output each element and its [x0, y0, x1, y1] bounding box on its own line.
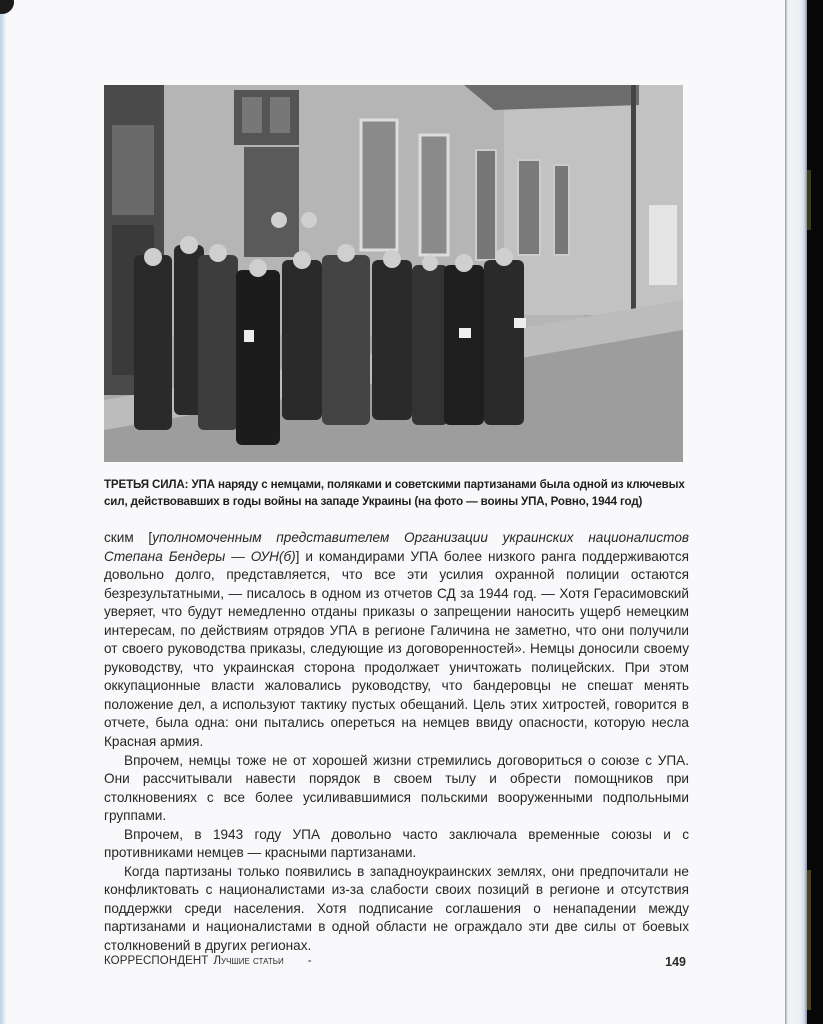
photo-transom-pane [242, 97, 262, 133]
book-cover-edge [807, 170, 811, 230]
photo-person [372, 260, 412, 420]
series-name: Лучшие статьи [213, 955, 284, 967]
paragraph: Впрочем, немцы тоже не от хорошей жизни стремились договориться о союзе с УПА. Они рассчитывали навести порядок в своем тылу и обрести помощников при столкновениях с все более усиливавшимися польскими вооруженными подпольными группами. [104, 752, 689, 824]
scan-corner-shadow [0, 0, 14, 14]
photo-person [444, 265, 484, 425]
article-body [104, 529, 689, 956]
photo-window [476, 150, 496, 260]
publication-name: КОРРЕСПОНДЕНТ [104, 955, 209, 967]
caption-text: УПА наряду с немцами, поляками и советскими партизанами была одной из ключевых сил, действовавших в годы войны на западе Украины (на фото — воины УПА, Ровно, 1944 год) [104, 478, 685, 508]
paragraph-text: ] и командирами УПА более низкого ранга поддерживаются довольно долго, представляется, что все эти усилия охранной полиции остаются безрезультатными, — писалось в одном из отчетов СД за 1944 год. — Хотя Герасимовский уверяет, что будут немедленно отданы приказы о запрещении наносить ущерб немецким интересам, по действиям отрядов УПА в регионе Галичина не заметно, что они получили от своего руководства приказы, следующие из договоренностей». Немцы доносили своему руководству, что украинская сторона продолжает уничтожать полицейских. При этом оккупационные власти жаловались руководству, что бандеровцы не спешат менять положение дел, а используют тактику пустых обещаний. Цель этих хитростей, говорится в отчете, была одна: они пытались опереться на немцев ввиду опасности, которую несла Красная армия. [104, 548, 689, 750]
paragraph-text: ским [ [104, 530, 153, 545]
photo-window [361, 120, 397, 250]
historical-photo [104, 85, 683, 462]
photo-person [198, 255, 238, 430]
page-number: 149 [665, 955, 686, 969]
photo-window [554, 165, 569, 255]
book-cover-edge [807, 870, 811, 1010]
book-page-edges [786, 0, 807, 1024]
photo-person [484, 260, 524, 425]
page-footer [104, 955, 684, 975]
footer-separator: - [307, 955, 312, 967]
photo-person [282, 260, 322, 420]
page-gutter-tint [0, 0, 6, 1024]
caption-lead: ТРЕТЬЯ СИЛА: [104, 478, 189, 491]
photo-transom-pane [270, 97, 290, 133]
photo-door-panel [112, 125, 154, 215]
photo-person [412, 265, 448, 425]
photo-window [420, 135, 448, 255]
paragraph: Когда партизаны только появились в западноукраинских землях, они предпочитали не конфликтовать с националистами из-за слабости своих позиций в регионе и отсутствия поддержки среди населения. Хотя подписание соглашения о ненападении между партизанами и националистами в одной области не ограждало эти две силы от боевых столкновений в других регионах. [104, 863, 689, 954]
photo-drainpipe [631, 85, 636, 310]
photo-window [518, 160, 540, 255]
photo-people-group [134, 245, 524, 445]
photo-person [322, 255, 370, 425]
photo-center-door [244, 147, 299, 257]
photo-sign [649, 205, 677, 285]
photo-person [236, 270, 280, 445]
photo-person [134, 255, 172, 430]
paragraph: Впрочем, в 1943 году УПА довольно часто заключала временные союзы и с противниками немцев — красными партизанами. [104, 826, 689, 861]
photo-caption [104, 476, 704, 510]
paragraph [104, 529, 689, 752]
photo-illustration [104, 85, 683, 462]
paragraph-italic-text: уполномоченным представителем Организации украинских националистов Степана Бендеры — ОУН(б) [104, 530, 689, 564]
